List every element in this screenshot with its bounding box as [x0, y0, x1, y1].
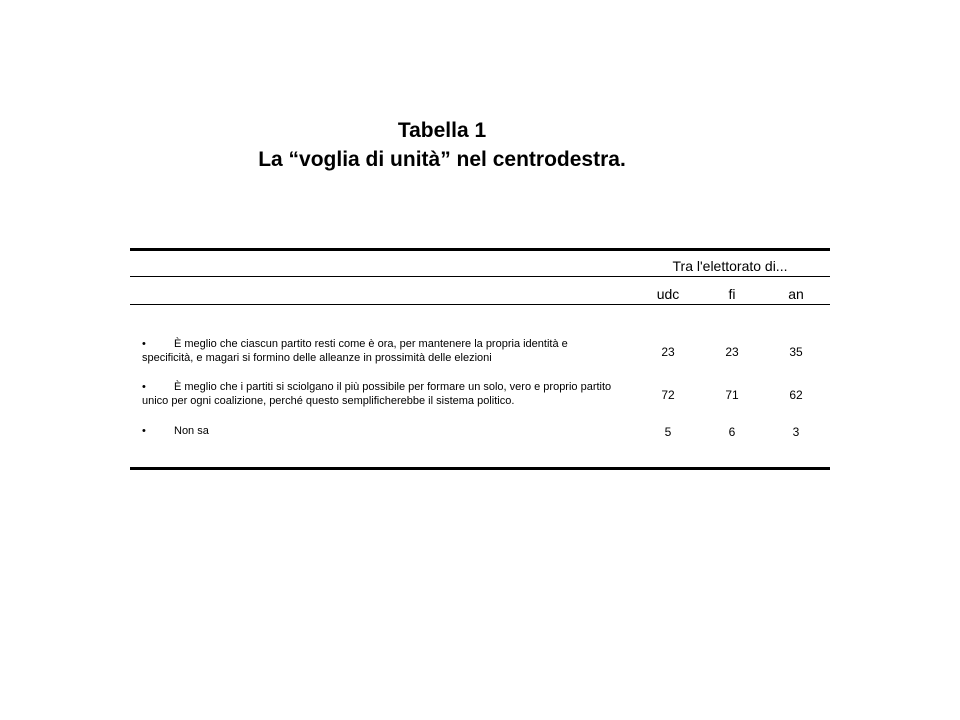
- row-label-1: [142, 337, 622, 365]
- column-header-udc: udc: [656, 286, 680, 302]
- row-label-3: [142, 424, 622, 438]
- bullet-icon: •: [142, 381, 146, 393]
- bullet-icon: •: [142, 425, 146, 437]
- row-label-text: È meglio che i partiti si sciolgano il più possibile per formare un solo, vero e proprio partito unico per ogni coalizione, perché questo semplificherebbe il sistema politico.: [142, 381, 612, 407]
- row-label-2: [142, 380, 622, 408]
- cell-row3-udc: 5: [664, 425, 672, 439]
- cell-row3-an: 3: [792, 425, 800, 439]
- column-header-fi: fi: [728, 286, 736, 302]
- cell-row2-an: 62: [789, 388, 803, 402]
- cell-row1-an: 35: [789, 345, 803, 359]
- cell-row2-fi: 71: [725, 388, 739, 402]
- table-top-rule: [130, 248, 830, 251]
- header-rule-2: [130, 304, 830, 305]
- table-bottom-rule: [130, 467, 830, 470]
- table-title: [0, 116, 884, 174]
- header-rule-1: [130, 276, 830, 277]
- row-label-text: È meglio che ciascun partito resti come è ora, per mantenere la propria identità e specificità, e magari si formino delle alleanze in prossimità delle elezioni: [142, 338, 568, 364]
- cell-row2-udc: 72: [661, 388, 675, 402]
- cell-row1-fi: 23: [725, 345, 739, 359]
- data-table: [130, 248, 830, 472]
- row-label-text: Non sa: [174, 425, 209, 437]
- bullet-icon: •: [142, 338, 146, 350]
- column-header-an: an: [788, 286, 804, 302]
- group-header: Tra l'elettorato di...: [672, 258, 788, 274]
- title-line-1: Tabella 1: [397, 119, 487, 142]
- cell-row3-fi: 6: [728, 425, 736, 439]
- title-line-2: La “voglia di unità” nel centrodestra.: [258, 148, 626, 171]
- cell-row1-udc: 23: [661, 345, 675, 359]
